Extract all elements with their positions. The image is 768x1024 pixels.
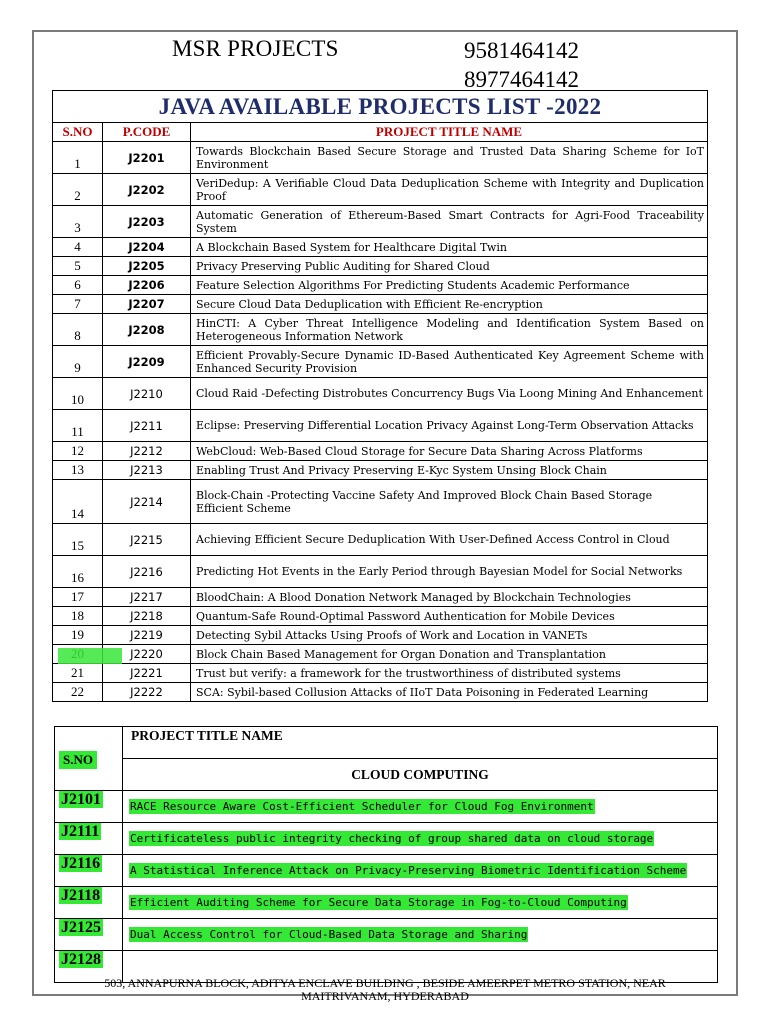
- row-sno: 13: [53, 461, 103, 480]
- category-sno-header-cell: [55, 727, 123, 791]
- table-row: [53, 238, 708, 257]
- row-title: [191, 410, 708, 442]
- row-title: [191, 238, 708, 257]
- row-title: [191, 588, 708, 607]
- row-pcode: J2216: [103, 556, 191, 588]
- row-title-text: Feature Selection Algorithms For Predicting Students Academic Performance: [196, 278, 630, 292]
- table-row: [53, 524, 708, 556]
- category-row-code-cell: [55, 919, 123, 951]
- row-title-text: Quantum-Safe Round-Optimal Password Authentication for Mobile Devices: [196, 609, 615, 623]
- row-title-text: Automatic Generation of Ethereum-Based Smart Contracts for Agri-Food Traceability System: [196, 208, 705, 235]
- category-row: [55, 823, 718, 855]
- table-row: [53, 461, 708, 480]
- address-line-1: 503, ANNAPURNA BLOCK, ADITYA ENCLAVE BUILDING , BESIDE AMEERPET METRO STATION, NEAR: [104, 976, 666, 990]
- row-title: [191, 314, 708, 346]
- row-title: [191, 295, 708, 314]
- category-row-code-cell: [55, 887, 123, 919]
- row-sno: 1: [53, 142, 103, 174]
- row-pcode: J2205: [103, 257, 191, 276]
- category-row: [55, 791, 718, 823]
- table-row: [53, 295, 708, 314]
- row-sno: 7: [53, 295, 103, 314]
- category-row-title: Efficient Auditing Scheme for Secure Data Storage in Fog-to-Cloud Computing: [130, 896, 627, 909]
- category-row: [55, 887, 718, 919]
- row-title: [191, 683, 708, 702]
- table-row: [53, 346, 708, 378]
- row-title: [191, 206, 708, 238]
- table-row: [53, 314, 708, 346]
- row-sno: 18: [53, 607, 103, 626]
- projects-list-title: JAVA AVAILABLE PROJECTS LIST -2022: [53, 91, 708, 123]
- category-table: [54, 726, 718, 983]
- category-row-title-cell: [123, 919, 718, 951]
- table-row: [53, 588, 708, 607]
- category-row-code: J2118: [61, 887, 101, 904]
- category-row-title: Dual Access Control for Cloud-Based Data Storage and Sharing: [130, 928, 528, 941]
- row-title-text: Cloud Raid -Defecting Distrobutes Concurrency Bugs Via Loong Mining And Enhancement: [196, 387, 703, 400]
- table-row: [53, 142, 708, 174]
- table-row: [53, 410, 708, 442]
- row-title-text: Secure Cloud Data Deduplication with Efficient Re-encryption: [196, 297, 543, 311]
- row-title-text: Trust but verify: a framework for the trustworthiness of distributed systems: [196, 666, 621, 680]
- row-title: [191, 480, 708, 524]
- phone-numbers: [464, 36, 579, 94]
- table-row: [53, 378, 708, 410]
- highlight-marker: [58, 648, 122, 664]
- row-title-text: Efficient Provably-Secure Dynamic ID-Based Authenticated Key Agreement Scheme with Enhanced Security Provision: [196, 348, 705, 375]
- row-sno: 15: [53, 524, 103, 556]
- phone-number-1: 9581464142: [464, 38, 579, 63]
- row-title-text: Enabling Trust And Privacy Preserving E-Kyc System Unsing Block Chain: [196, 463, 607, 477]
- category-row-code: J2128: [61, 951, 101, 968]
- row-title: [191, 556, 708, 588]
- row-title-text: Towards Blockchain Based Secure Storage and Trusted Data Sharing Scheme for IoT Environment: [196, 144, 705, 171]
- category-row-title-cell: [123, 887, 718, 919]
- row-title: [191, 142, 708, 174]
- row-sno: 16: [53, 556, 103, 588]
- table-row: [53, 556, 708, 588]
- category-row-code-cell: [55, 855, 123, 887]
- category-title-header: PROJECT TITLE NAME: [123, 727, 718, 759]
- table-row: [53, 257, 708, 276]
- category-row-code-cell: [55, 791, 123, 823]
- row-sno: 2: [53, 174, 103, 206]
- table-row: [53, 683, 708, 702]
- category-row-title-cell: [123, 823, 718, 855]
- category-row-code: J2111: [61, 823, 100, 840]
- category-row-title: A Statistical Inference Attack on Privacy-Preserving Biometric Identification Scheme: [130, 864, 687, 877]
- row-title: [191, 276, 708, 295]
- row-title-text: Predicting Hot Events in the Early Period through Bayesian Model for Social Networks: [196, 565, 683, 578]
- row-sno: 14: [53, 480, 103, 524]
- row-sno: 4: [53, 238, 103, 257]
- row-title-text: Block-Chain -Protecting Vaccine Safety And Improved Block Chain Based Storage: [196, 488, 653, 502]
- table-row: [53, 206, 708, 238]
- projects-table-body: [53, 142, 708, 702]
- column-header-pcode: P.CODE: [103, 123, 191, 142]
- column-header-sno: S.NO: [53, 123, 103, 142]
- category-row-code: J2101: [61, 791, 101, 808]
- table-row: [53, 664, 708, 683]
- row-sno: 17: [53, 588, 103, 607]
- category-row-title: Certificateless public integrity checking of group shared data on cloud storage: [130, 832, 654, 845]
- row-title: [191, 346, 708, 378]
- row-title: [191, 645, 708, 664]
- row-title-text: Achieving Efficient Secure Deduplication With User-Defined Access Control in Cloud: [196, 533, 670, 546]
- row-title-text: Detecting Sybil Attacks Using Proofs of Work and Location in VANETs: [196, 628, 588, 642]
- row-pcode: J2204: [103, 238, 191, 257]
- row-title-text: VeriDedup: A Verifiable Cloud Data Deduplication Scheme with Integrity and Duplication Proof: [196, 176, 705, 203]
- row-pcode: J2218: [103, 607, 191, 626]
- category-row-title-cell: [123, 855, 718, 887]
- row-pcode: J2210: [103, 378, 191, 410]
- table-row: [53, 480, 708, 524]
- column-header-title: PROJECT TITLE NAME: [191, 123, 708, 142]
- row-sno: 9: [53, 346, 103, 378]
- row-sno: 11: [53, 410, 103, 442]
- row-sno: 12: [53, 442, 103, 461]
- category-row-code: J2125: [61, 919, 101, 936]
- row-pcode: J2201: [103, 142, 191, 174]
- row-title: [191, 626, 708, 645]
- row-pcode: J2203: [103, 206, 191, 238]
- row-pcode: J2207: [103, 295, 191, 314]
- row-pcode: J2219: [103, 626, 191, 645]
- row-title: [191, 174, 708, 206]
- row-sno: 10: [53, 378, 103, 410]
- row-pcode: J2221: [103, 664, 191, 683]
- row-pcode: J2220: [103, 645, 191, 664]
- row-sno: 6: [53, 276, 103, 295]
- row-pcode: J2211: [103, 410, 191, 442]
- category-row: [55, 855, 718, 887]
- row-title: [191, 257, 708, 276]
- row-title-text: Eclipse: Preserving Differential Location Privacy Against Long-Term Observation Attacks: [196, 419, 694, 432]
- row-sno: 22: [53, 683, 103, 702]
- row-pcode: J2222: [103, 683, 191, 702]
- row-pcode: J2217: [103, 588, 191, 607]
- projects-table: [52, 90, 708, 702]
- table-row: [53, 174, 708, 206]
- category-row-title: RACE Resource Aware Cost-Efficient Scheduler for Cloud Fog Environment: [130, 800, 594, 813]
- row-title-text: SCA: Sybil-based Collusion Attacks of IIoT Data Poisoning in Federated Learning: [196, 685, 649, 699]
- row-title-text: A Blockchain Based System for Healthcare Digital Twin: [196, 240, 507, 254]
- row-sno: 19: [53, 626, 103, 645]
- row-sno: 3: [53, 206, 103, 238]
- row-title: [191, 607, 708, 626]
- row-title: [191, 664, 708, 683]
- row-title: [191, 524, 708, 556]
- row-pcode: J2208: [103, 314, 191, 346]
- row-sno: 8: [53, 314, 103, 346]
- table-row: [53, 276, 708, 295]
- table-row: [53, 645, 708, 664]
- phone-number-2: 8977464142: [464, 67, 579, 92]
- row-pcode: J2212: [103, 442, 191, 461]
- footer-address: [40, 977, 730, 1003]
- table-row: [53, 442, 708, 461]
- table-row: [53, 607, 708, 626]
- row-title-text: HinCTI: A Cyber Threat Intelligence Modeling and Identification System Based on Heterogeneous Information Network: [196, 316, 705, 343]
- row-title: [191, 461, 708, 480]
- category-row-title-cell: [123, 791, 718, 823]
- row-pcode: J2209: [103, 346, 191, 378]
- row-pcode: J2206: [103, 276, 191, 295]
- row-title-text: BloodChain: A Blood Donation Network Managed by Blockchain Technologies: [196, 590, 631, 604]
- row-pcode: J2215: [103, 524, 191, 556]
- row-title: [191, 442, 708, 461]
- company-name: MSR PROJECTS: [172, 36, 339, 61]
- category-table-body: [55, 791, 718, 983]
- row-pcode: J2213: [103, 461, 191, 480]
- row-sno: 21: [53, 664, 103, 683]
- row-title-text: Privacy Preserving Public Auditing for Shared Cloud: [196, 259, 490, 273]
- row-pcode: J2214: [103, 480, 191, 524]
- category-row-code-cell: [55, 823, 123, 855]
- row-title: [191, 378, 708, 410]
- row-sno: 5: [53, 257, 103, 276]
- row-title-text: WebCloud: Web-Based Cloud Storage for Secure Data Sharing Across Platforms: [196, 444, 643, 458]
- row-title-text-line2: Efficient Scheme: [196, 501, 291, 515]
- category-sno-header: S.NO: [59, 751, 97, 769]
- category-row-code: J2116: [61, 855, 101, 872]
- row-title-text: Block Chain Based Management for Organ Donation and Transplantation: [196, 647, 607, 661]
- category-row: [55, 919, 718, 951]
- category-name: CLOUD COMPUTING: [123, 759, 718, 791]
- address-line-2: MAITRIVANAM, HYDERABAD: [301, 989, 469, 1003]
- row-pcode: J2202: [103, 174, 191, 206]
- table-row: [53, 626, 708, 645]
